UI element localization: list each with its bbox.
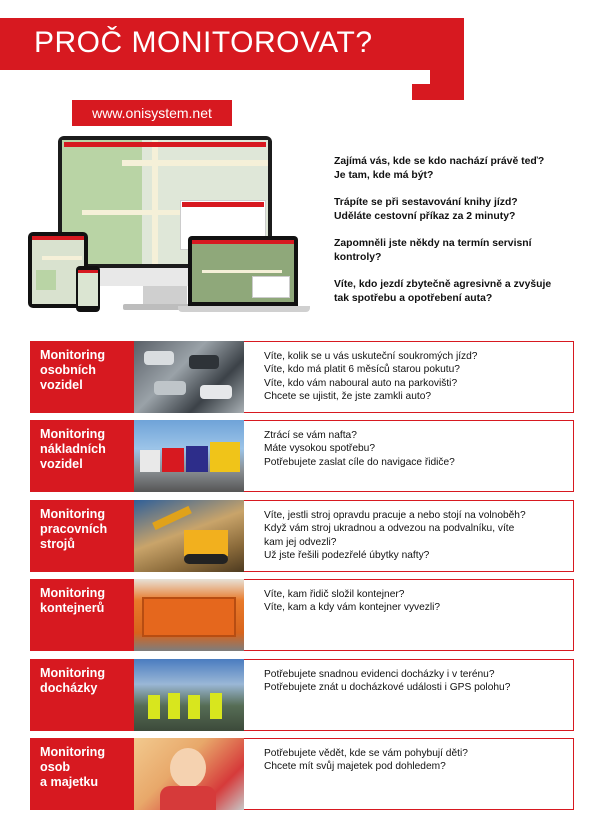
question-block: Zajímá vás, kde se kdo nachází právě teď? Je tam, kde má být? xyxy=(334,156,545,181)
laptop-device xyxy=(188,236,298,306)
question-block: Víte, kdo jezdí zbytečně agresivně a zvyšuje tak spotřebu a opotřebení auta? xyxy=(334,279,552,304)
monitor-stand xyxy=(143,286,187,306)
section-personal-vehicles xyxy=(30,341,574,413)
section-trucks xyxy=(30,420,574,492)
section-text: Víte, jestli stroj opravdu pracuje a nebo stojí na volnoběh? Když vám stroj ukradnou a odvezou na podvalníku, víte kam jej odvezli? Už jste řešili podezřelé úbytky nafty? xyxy=(264,510,526,562)
section-containers xyxy=(30,579,574,651)
section-text: Potřebujete snadnou evidenci docházky i v terénu? Potřebujete znát u docházkové události i GPS polohu? xyxy=(264,669,511,694)
section-attendance xyxy=(30,659,574,731)
phone-device xyxy=(76,266,100,312)
section-label: Monitoring pracovních strojů xyxy=(30,500,134,572)
workers-photo xyxy=(134,659,244,731)
excavator-photo xyxy=(134,500,244,572)
section-persons-assets xyxy=(30,738,574,810)
section-label: Monitoring osobních vozidel xyxy=(30,341,134,413)
question-block: Zapomněli jste někdy na termín servisní kontroly? xyxy=(334,238,532,263)
question-block: Trápíte se při sestavování knihy jízd? Uděláte cestovní příkaz za 2 minuty? xyxy=(334,197,518,222)
decorative-block xyxy=(412,84,430,100)
phone-map xyxy=(78,270,98,306)
intro-questions xyxy=(334,155,574,319)
section-text: Víte, kam řidič složil kontejner? Víte, kam a kdy vám kontejner vyvezli? xyxy=(264,589,441,614)
laptop-base xyxy=(178,306,310,312)
section-label: Monitoring kontejnerů xyxy=(30,579,134,651)
decorative-block xyxy=(430,70,464,100)
container-photo xyxy=(134,579,244,651)
section-label: Monitoring osob a majetku xyxy=(30,738,134,810)
trucks-photo xyxy=(134,420,244,492)
section-label: Monitoring nákladních vozidel xyxy=(30,420,134,492)
section-text: Víte, kolik se u vás uskuteční soukromých jízd? Víte, kdo má platit 6 měsíců starou pokutu? Víte, kdo vám naboural auto na parkovišti? Chcete se ujistit, že jste zamkli auto? xyxy=(264,351,478,403)
section-text: Potřebujete vědět, kde se vám pohybují děti? Chcete mít svůj majetek pod dohledem? xyxy=(264,748,468,773)
devices-illustration xyxy=(28,136,318,322)
page-title: PROČ MONITOROVAT? xyxy=(34,26,373,59)
laptop-map xyxy=(192,240,294,302)
section-text: Ztrácí se vám nafta? Máte vysokou spotřebu? Potřebujete zaslat cíle do navigace řidiče? xyxy=(264,430,455,468)
parked-cars-photo xyxy=(134,341,244,413)
section-machinery xyxy=(30,500,574,572)
child-photo xyxy=(134,738,244,810)
section-label: Monitoring docházky xyxy=(30,659,134,731)
decorative-block xyxy=(430,18,464,70)
website-link[interactable]: www.onisystem.net xyxy=(72,100,232,126)
